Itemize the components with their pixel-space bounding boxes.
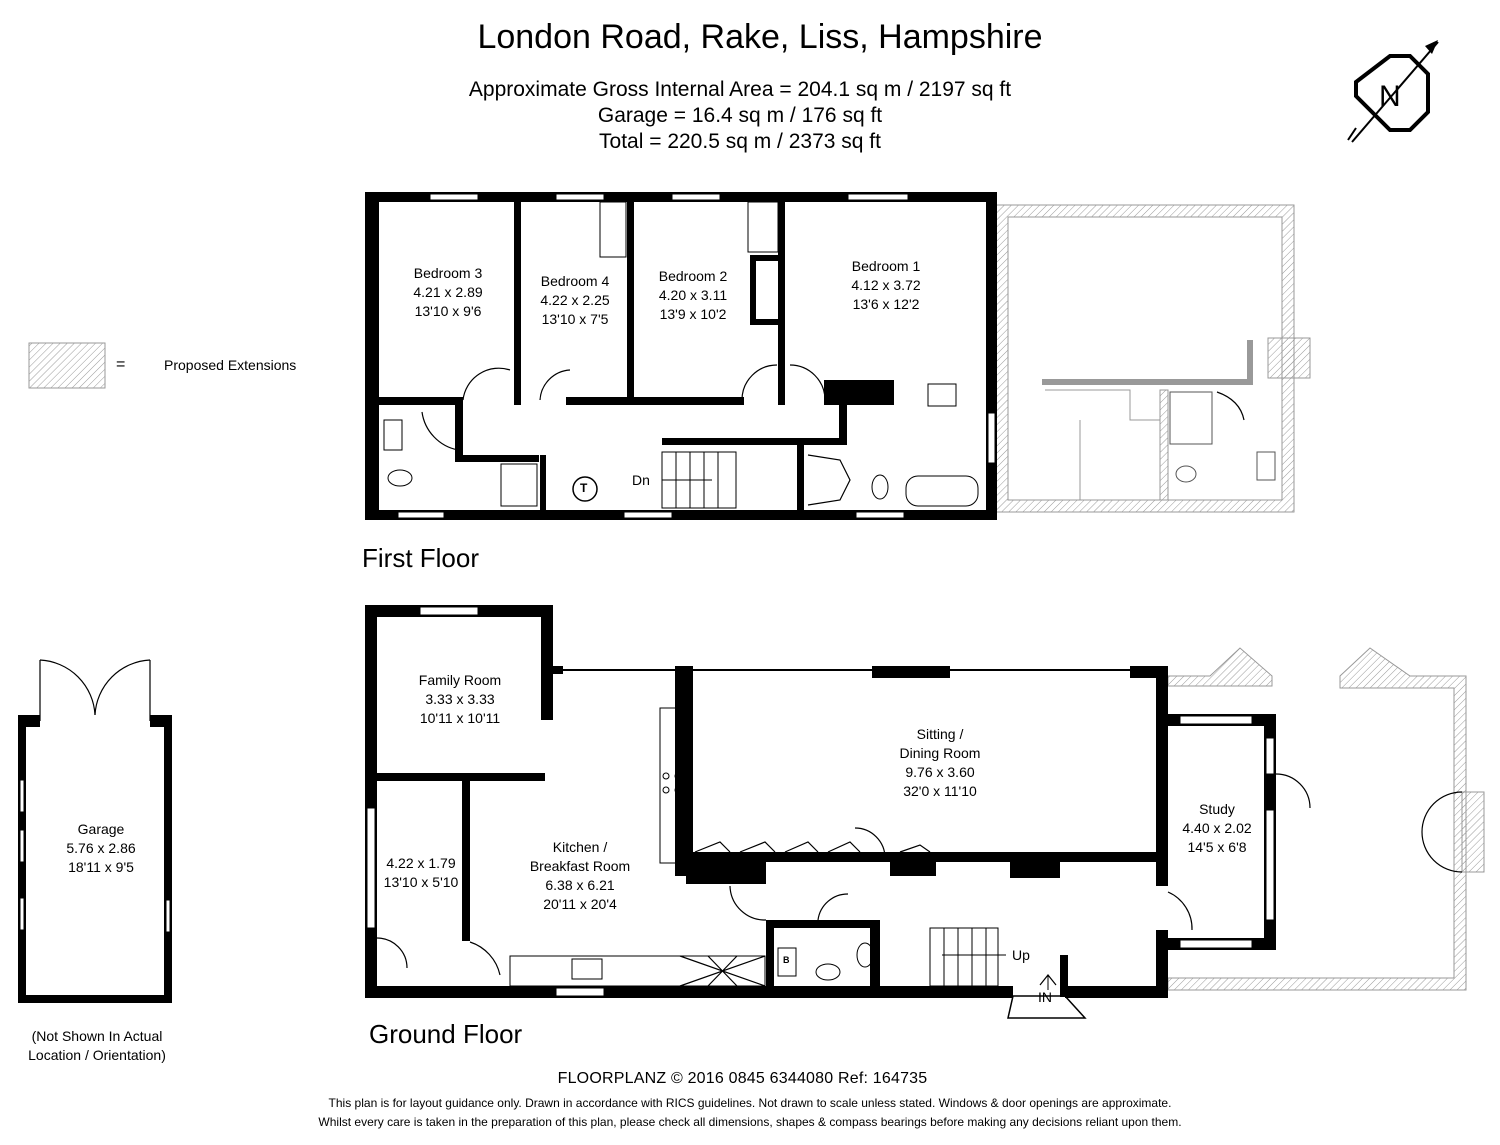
footer-disclaimer-1: This plan is for layout guidance only. Drawn in accordance with RICS guidelines. Not drawn to scale unless stated. Windows & door openings are approximate. [328,1096,1172,1110]
compass-north-letter: N [1379,80,1401,113]
room-label-family-room: Family Room 3.33 x 3.33 10'11 x 10'11 [418,672,502,726]
ground-floor-plan [365,605,1484,1018]
entrance-label: IN [1038,989,1052,1005]
room-label-bedroom-1: Bedroom 1 4.12 x 3.72 13'6 x 12'2 [851,258,921,312]
room-label-garage: Garage 5.76 x 2.86 18'11 x 9'5 [66,821,136,875]
room-label-kitchen: Kitchen / Breakfast Room 6.38 x 6.21 20'11 x 20'4 [529,839,631,912]
room-label-study: Study 4.40 x 2.02 14'5 x 6'8 [1182,801,1252,855]
first-floor-stairs-label: Dn [632,472,650,488]
legend-equals: = [116,356,126,373]
first-floor-plan [365,192,1310,520]
room-label-bedroom-3: Bedroom 3 4.21 x 2.89 13'10 x 9'6 [413,265,483,319]
page-title: London Road, Rake, Liss, Hampshire [477,18,1043,56]
boiler-label: B [783,955,790,965]
tank-label: T [580,481,588,495]
area-line-2: Garage = 16.4 sq m / 176 sq ft [597,104,883,127]
garage-note: (Not Shown In Actual Location / Orientation) [28,1028,166,1063]
footer-disclaimer-2: Whilst every care is taken in the preparation of this plan, please check all dimensions, shapes & compass bearings before making any decisions reliant upon them. [318,1115,1182,1129]
area-line-1: Approximate Gross Internal Area = 204.1 sq m / 2197 sq ft [468,78,1012,101]
area-line-3: Total = 220.5 sq m / 2373 sq ft [599,130,881,153]
room-label-utility: 4.22 x 1.79 13'10 x 5'10 [383,855,459,890]
room-label-bedroom-2: Bedroom 2 4.20 x 3.11 13'9 x 10'2 [658,268,728,322]
ground-floor-title: Ground Floor [369,1019,523,1049]
footer-credit: FLOORPLANZ © 2016 0845 6344080 Ref: 164735 [557,1070,928,1087]
first-floor-title: First Floor [362,543,479,573]
legend-label: Proposed Extensions [164,357,297,373]
room-label-bedroom-4: Bedroom 4 4.22 x 2.25 13'10 x 7'5 [540,273,610,327]
room-label-sitting-dining: Sitting / Dining Room 9.76 x 3.60 32'0 x 11'10 [899,726,981,799]
legend-swatch [29,343,105,388]
ground-floor-stairs-label: Up [1012,947,1030,963]
